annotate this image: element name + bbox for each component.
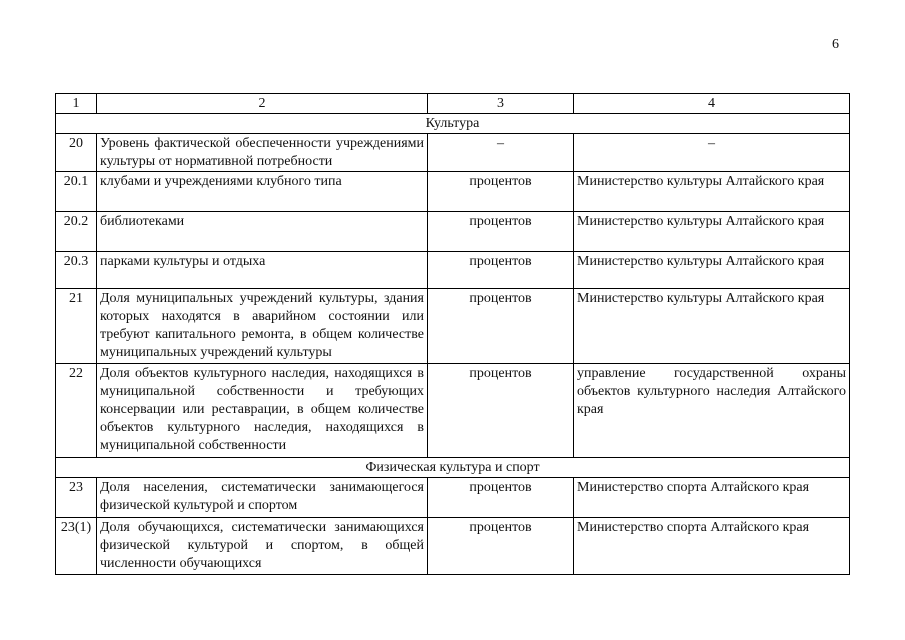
row-responsible: Министерство спорта Алтайского края	[574, 478, 850, 518]
page-number: 6	[832, 37, 839, 52]
table-row	[56, 252, 850, 289]
table-row	[56, 134, 850, 172]
table-row	[56, 212, 850, 252]
row-number: 23	[56, 478, 97, 518]
row-description: Доля муниципальных учреждений культуры, здания которых находятся в аварийном состоянии или требуют капитального ремонта, в общем количестве муниципальных учреждений культуры	[97, 289, 428, 364]
row-responsible: Министерство культуры Алтайского края	[574, 212, 850, 252]
row-description: Доля обучающихся, систематически занимающихся физической культурой и спортом, в общей численности обучающихся	[97, 518, 428, 575]
row-unit: –	[428, 134, 574, 172]
table-row	[56, 518, 850, 575]
row-number: 20.1	[56, 172, 97, 212]
row-number: 20.3	[56, 252, 97, 289]
table-row	[56, 364, 850, 458]
row-responsible: Министерство культуры Алтайского края	[574, 252, 850, 289]
row-unit: процентов	[428, 212, 574, 252]
header-col-2: 2	[97, 94, 428, 114]
row-unit: процентов	[428, 252, 574, 289]
row-responsible: управление государственной охраны объектов культурного наследия Алтайского края	[574, 364, 850, 458]
table-row	[56, 172, 850, 212]
section-title: Физическая культура и спорт	[56, 458, 850, 478]
row-unit: процентов	[428, 172, 574, 212]
table-row	[56, 289, 850, 364]
row-number: 20.2	[56, 212, 97, 252]
row-description: парками культуры и отдыха	[97, 252, 428, 289]
row-number: 23(1)	[56, 518, 97, 575]
row-description: Доля объектов культурного наследия, находящихся в муниципальной собственности и требующих консервации или реставрации, в общем количестве объектов культурного наследия, находящихся в муниципальной собственности	[97, 364, 428, 458]
section-title: Культура	[56, 114, 850, 134]
row-unit: процентов	[428, 289, 574, 364]
row-responsible: Министерство культуры Алтайского края	[574, 289, 850, 364]
indicators-table	[55, 93, 850, 575]
section-row	[56, 458, 850, 478]
row-unit: процентов	[428, 364, 574, 458]
row-description: клубами и учреждениями клубного типа	[97, 172, 428, 212]
header-col-1: 1	[56, 94, 97, 114]
row-responsible: Министерство спорта Алтайского края	[574, 518, 850, 575]
table-header-row	[56, 94, 850, 114]
row-description: Уровень фактической обеспеченности учреждениями культуры от нормативной потребности	[97, 134, 428, 172]
table-row	[56, 478, 850, 518]
row-description: Доля населения, систематически занимающегося физической культурой и спортом	[97, 478, 428, 518]
section-row	[56, 114, 850, 134]
row-responsible: Министерство культуры Алтайского края	[574, 172, 850, 212]
row-description: библиотеками	[97, 212, 428, 252]
row-responsible: –	[574, 134, 850, 172]
row-unit: процентов	[428, 478, 574, 518]
row-unit: процентов	[428, 518, 574, 575]
header-col-4: 4	[574, 94, 850, 114]
row-number: 22	[56, 364, 97, 458]
row-number: 20	[56, 134, 97, 172]
header-col-3: 3	[428, 94, 574, 114]
row-number: 21	[56, 289, 97, 364]
